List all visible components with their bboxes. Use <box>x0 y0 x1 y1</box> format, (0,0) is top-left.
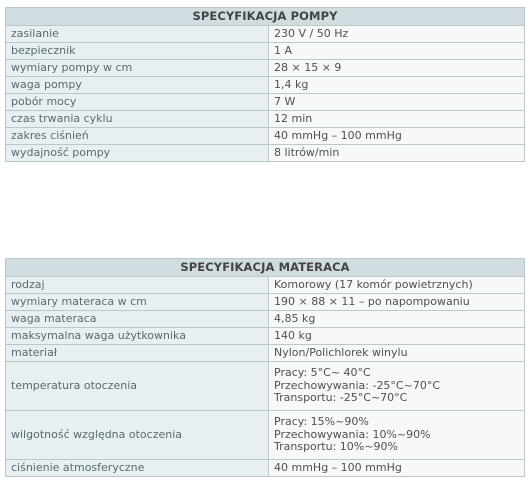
spec-label: rodzaj <box>6 277 269 294</box>
spec-value: 1,4 kg <box>269 77 525 94</box>
mattress-spec-table <box>5 258 525 477</box>
spec-value <box>269 411 525 460</box>
spec-value: Komorowy (17 komór powietrznych) <box>269 277 525 294</box>
spec-label: ciśnienie atmosferyczne <box>6 460 269 477</box>
spec-label: wilgotność względna otoczenia <box>6 411 269 460</box>
spec-label: materiał <box>6 345 269 362</box>
table-row <box>6 94 525 111</box>
spec-value: 1 A <box>269 43 525 60</box>
spec-value: Nylon/Polichlorek winylu <box>269 345 525 362</box>
spec-label: maksymalna waga użytkownika <box>6 328 269 345</box>
pump-spec-table <box>5 7 525 162</box>
spec-label: czas trwania cyklu <box>6 111 269 128</box>
spec-value: 4,85 kg <box>269 311 525 328</box>
spec-label: temperatura otoczenia <box>6 362 269 411</box>
table-row <box>6 26 525 43</box>
table-row <box>6 111 525 128</box>
spec-label: zakres ciśnień <box>6 128 269 145</box>
spec-label: zasilanie <box>6 26 269 43</box>
spec-value-line: Transportu: 10%~90% <box>274 440 398 454</box>
spec-value-line: Przechowywania: 10%~90% <box>274 427 431 441</box>
spec-value-line: Pracy: 15%~90% <box>274 415 369 429</box>
spec-label: wymiary pompy w cm <box>6 60 269 77</box>
table-row <box>6 460 525 477</box>
spec-label: wymiary materaca w cm <box>6 294 269 311</box>
spec-value: 12 min <box>269 111 525 128</box>
spec-value: 40 mmHg – 100 mmHg <box>269 128 525 145</box>
spec-value: 28 × 15 × 9 <box>269 60 525 77</box>
table-row <box>6 345 525 362</box>
table-row <box>6 77 525 94</box>
spec-value: 190 × 88 × 11 – po napompowaniu <box>269 294 525 311</box>
spec-value-line: Transportu: -25°C~70°C <box>274 391 408 405</box>
spec-value: 40 mmHg – 100 mmHg <box>269 460 525 477</box>
table-row <box>6 328 525 345</box>
table-row <box>6 128 525 145</box>
spec-label: wydajność pompy <box>6 145 269 162</box>
spec-value-line: Pracy: 5°C~ 40°C <box>274 366 371 380</box>
spec-value: 7 W <box>269 94 525 111</box>
spec-value <box>269 362 525 411</box>
spec-value-line: Przechowywania: -25°C~70°C <box>274 378 441 392</box>
table-row <box>6 311 525 328</box>
mattress-spec-title: SPECYFIKACJA MATERACA <box>6 259 525 277</box>
table-row <box>6 411 525 460</box>
spec-label: waga materaca <box>6 311 269 328</box>
table-row <box>6 60 525 77</box>
spec-value: 230 V / 50 Hz <box>269 26 525 43</box>
spec-label: pobór mocy <box>6 94 269 111</box>
table-row <box>6 362 525 411</box>
spec-label: waga pompy <box>6 77 269 94</box>
spec-value: 140 kg <box>269 328 525 345</box>
spec-label: bezpiecznik <box>6 43 269 60</box>
table-row <box>6 145 525 162</box>
table-row <box>6 277 525 294</box>
pump-spec-title: SPECYFIKACJA POMPY <box>6 8 525 26</box>
table-row <box>6 294 525 311</box>
table-row <box>6 43 525 60</box>
spec-value: 8 litrów/min <box>269 145 525 162</box>
